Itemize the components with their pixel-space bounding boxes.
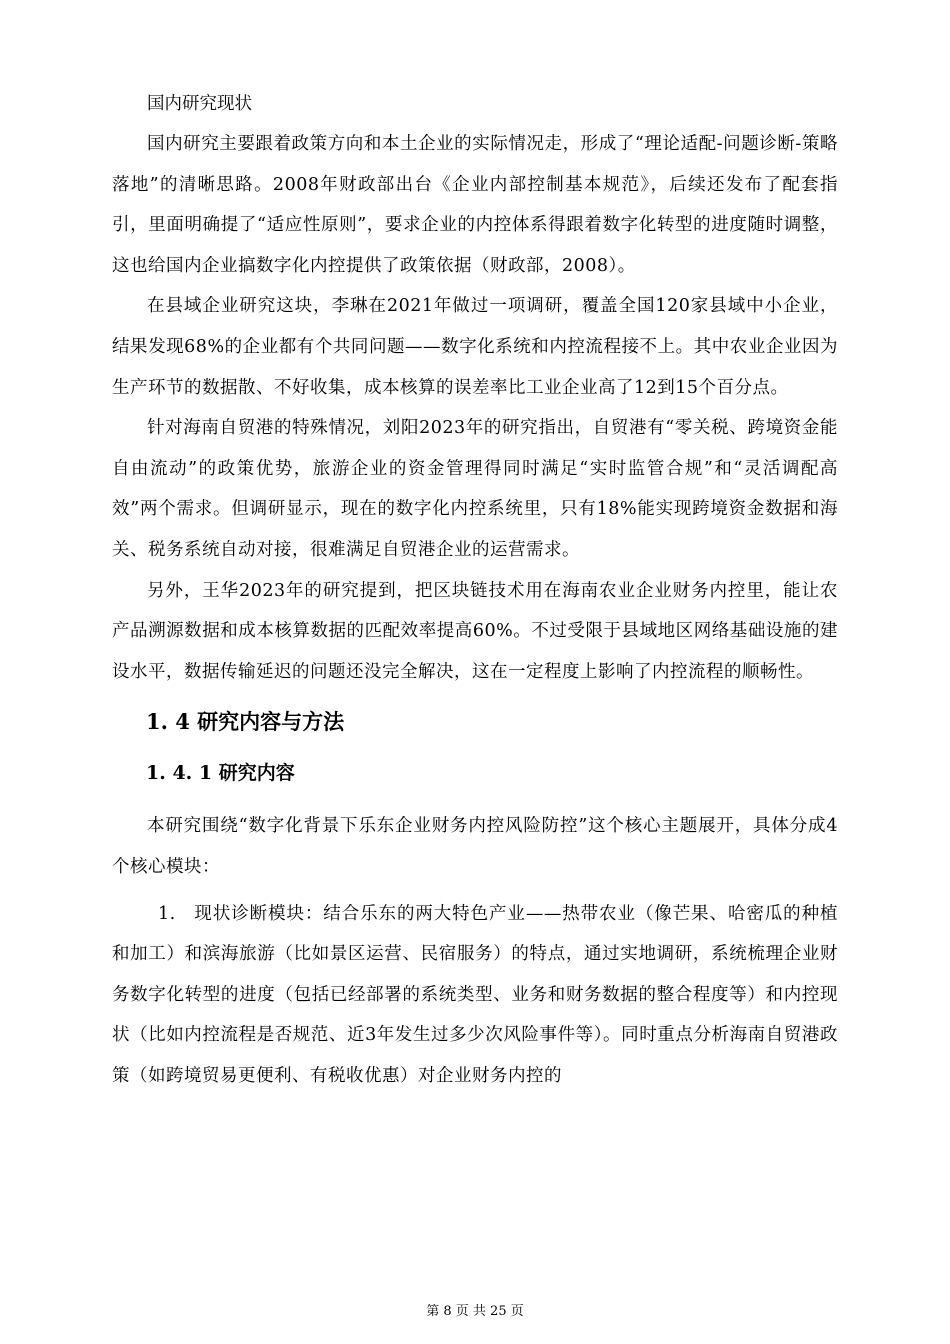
list-item-text: 现状诊断模块：结合乐东的两大特色产业——热带农业（像芒果、哈密瓜的种植和加工）和滨海旅游（比如景区运营、民宿服务）的特点，通过实地调研，系统梳理企业财务数字化转型的进度（包括已经部署的系统类型、业务和财务数据的整合程度等）和内控现状（比如内控流程是否规范、近3年发生过多少次风险事件等）。同时重点分析海南自贸港政策（如跨境贸易更便利、有税收优惠）对企业财务内控的 bbox=[112, 903, 838, 1086]
paragraph-2: 在县域企业研究这块，李琳在2021年做过一项调研，覆盖全国120家县域中小企业，结果发现68%的企业都有个共同问题——数字化系统和内控流程接不上。其中农业企业因为生产环节的数据散、不好收集，成本核算的误差率比工业企业高了12到15个百分点。 bbox=[112, 296, 838, 398]
paragraph-3: 针对海南自贸港的特殊情况，刘阳2023年的研究指出，自贸港有“零关税、跨境资金能自由流动”的政策优势，旅游企业的资金管理得同时满足“实时监管合规”和“灵活调配高效”两个需求。但调研显示，现在的数字化内控系统里，只有18%能实现跨境资金数据和海关、税务系统自动对接，很难满足自贸港企业的运营需求。 bbox=[112, 418, 838, 560]
section-label: 国内研究现状 bbox=[147, 94, 252, 114]
paragraph-1: 国内研究主要跟着政策方向和本土企业的实际情况走，形成了“理论适配-问题诊断-策略落地”的清晰思路。2008年财政部出台《企业内部控制基本规范》，后续还发布了配套指引，里面明确提了“适应性原则”，要求企业的内控体系得跟着数字化转型的进度随时调整，这也给国内企业搞数字化内控提供了政策依据（财政部，2008）。 bbox=[112, 134, 838, 276]
intro-paragraph: 本研究围绕“数字化背景下乐东企业财务内控风险防控”这个核心主题展开，具体分成4个核心模块： bbox=[112, 816, 838, 877]
subsection-heading-1-4-1: 1. 4. 1 研究内容 bbox=[146, 762, 295, 785]
list-item-number: 1. bbox=[158, 903, 176, 924]
page-footer: 第 8 页 共 25 页 bbox=[426, 1304, 524, 1319]
section-heading-1-4: 1. 4 研究内容与方法 bbox=[146, 709, 345, 735]
paragraph-4: 另外，王华2023年的研究提到，把区块链技术用在海南农业企业财务内控里，能让农产品溯源数据和成本核算数据的匹配效率提高60%。不过受限于县域地区网络基础设施的建设水平，数据传输延迟的问题还没完全解决，这在一定程度上影响了内控流程的顺畅性。 bbox=[112, 580, 838, 682]
list-item bbox=[112, 894, 838, 1097]
document-page bbox=[112, 84, 838, 1096]
